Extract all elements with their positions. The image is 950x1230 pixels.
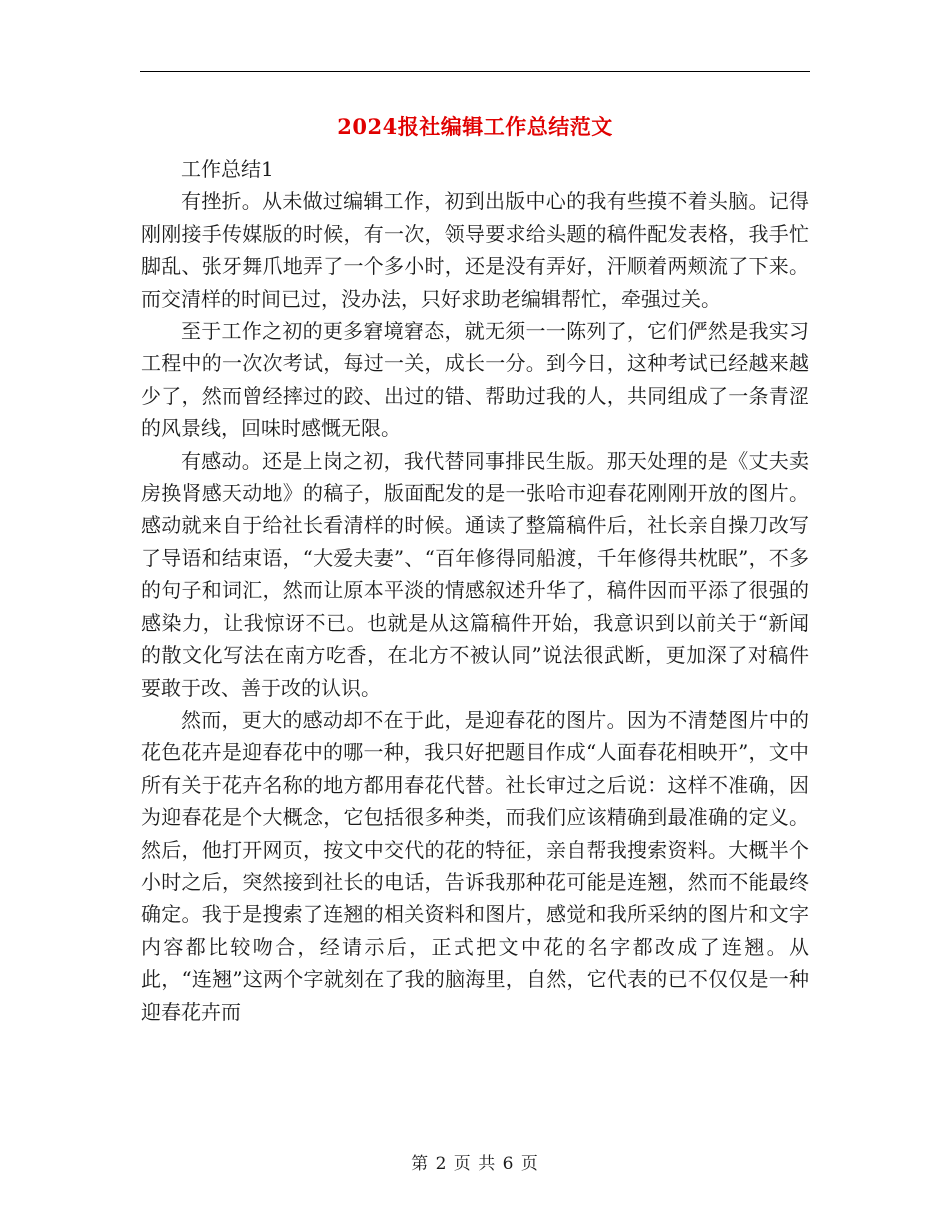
- body-paragraph: 有感动。还是上岗之初，我代替同事排民生版。那天处理的是《丈夫卖房换肾感天动地》的稿子，版面配发的是一张哈市迎春花刚刚开放的图片。感动就来自于给社长看清样的时候。通读了整篇稿件后，社长亲自操刀改写了导语和结束语，“大爱夫妻”、“百年修得同船渡，千年修得共枕眠”，不多的句子和词汇，然而让原本平淡的情感叙述升华了，稿件因而平添了很强的感染力，让我惊讶不已。也就是从这篇稿件开始，我意识到以前关于“新闻的散文化写法在南方吃香，在北方不被认同”说法很武断，更加深了对稿件要敢于改、善于改的认识。: [141, 448, 809, 700]
- body-paragraph: 至于工作之初的更多窘境窘态，就无须一一陈列了，它们俨然是我实习工程中的一次次考试，每过一关，成长一分。到今日，这种考试已经越来越少了，然而曾经摔过的跤、出过的错、帮助过我的人，共同组成了一条青涩的风景线，回味时感慨无限。: [141, 319, 809, 441]
- body-paragraph: 然而，更大的感动却不在于此，是迎春花的图片。因为不清楚图片中的花色花卉是迎春花中的哪一种，我只好把题目作成“人面春花相映开”，文中所有关于花卉名称的地方都用春花代替。社长审过之后说：这样不准确，因为迎春花是个大概念，它包括很多种类，而我们应该精确到最准确的定义。然后，他打开网页，按文中交代的花的特征，亲自帮我搜索资料。大概半个小时之后，突然接到社长的电话，告诉我那种花可能是连翘，然而不能最终确定。我于是搜索了连翘的相关资料和图片，感觉和我所采纳的图片和文字内容都比较吻合，经请示后，正式把文中花的名字都改成了连翘。从此，“连翘”这两个字就刻在了我的脑海里，自然，它代表的已不仅仅是一种迎春花卉而: [141, 707, 809, 1024]
- document-body: [141, 153, 809, 1028]
- body-paragraph: 有挫折。从未做过编辑工作，初到出版中心的我有些摸不着头脑。记得刚刚接手传媒版的时候，有一次，领导要求给头题的稿件配发表格，我手忙脚乱、张牙舞爪地弄了一个多小时，还是没有弄好，汗顺着两颊流了下来。而交清样的时间已过，没办法，只好求助老编辑帮忙，牵强过关。: [141, 189, 809, 311]
- document-title: 2024报社编辑工作总结范文: [337, 114, 613, 139]
- page-number-footer: 第 2 页 共 6 页: [411, 1154, 539, 1174]
- header-rule: [140, 71, 810, 72]
- section-subheading: 工作总结1: [181, 157, 274, 181]
